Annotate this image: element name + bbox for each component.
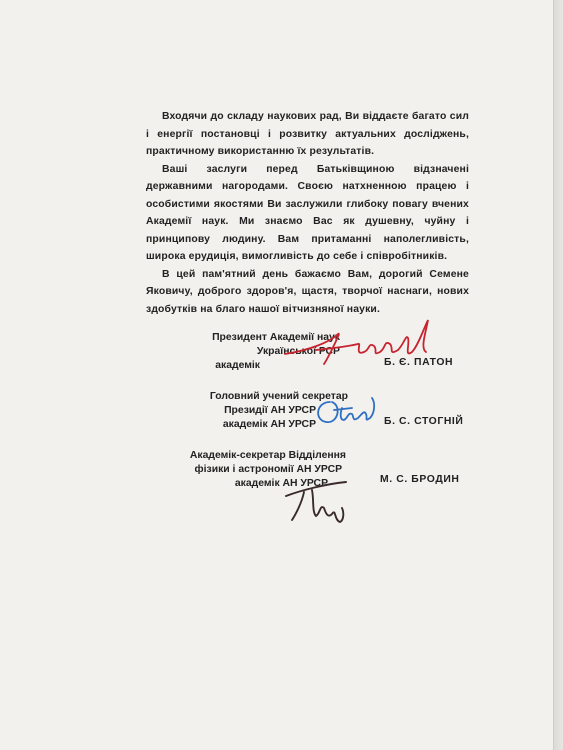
signatory-1-title-line-3: академік (215, 360, 260, 371)
signatory-1-title-line-1: Президент Академії наук (212, 332, 340, 343)
signatory-3-title-line-3: академік АН УРСР (234, 478, 328, 489)
signatory-2-title-line-1: Головний учений секретар (209, 391, 348, 402)
signature-paton (280, 312, 440, 372)
paragraph-1: Входячи до складу наукових рад, Ви віддаєте багато сил і енергії постановці і розвитку актуальних досліджень, практичному використанню їх результатів. (146, 111, 469, 157)
signatory-2-title-line-3: академік АН УРСР (222, 419, 316, 430)
page-edge (553, 0, 563, 750)
signatory-3-name: М. С. БРОДИН (380, 474, 460, 485)
paragraph-2: Ваші заслуги перед Батьківщиною відзначені державними нагородами. Своєю натхненною працею і особистими якостями Ви заслужили глибоку повагу вчених Академії наук. Ми знаємо Вас як душевну, чуйну і принципову людину. Вам притаманні наполегливість, широка ерудиція, вимогливість до себе і співробітників. (146, 163, 469, 262)
letter-body (146, 108, 469, 318)
signatory-1-title-line-2: Української РСР (256, 346, 340, 357)
paragraph-3: В цей пам'ятний день бажаємо Вам, дорогий Семене Яковичу, доброго здоров'я, щастя, творчої наснаги, нових здобутків на благо нашої вітчизняної науки. (146, 268, 469, 315)
signatory-3-title-line-1: Академік-секретар Відділення (189, 450, 346, 461)
signatory-3-title-line-2: фізики і астрономії АН УРСР (194, 464, 342, 475)
signatory-1-name: Б. Є. ПАТОН (384, 357, 454, 368)
signature-stohnii (312, 392, 382, 432)
signatory-2-title-line-2: Президії АН УРСР (224, 405, 316, 416)
signature-brodyn (282, 474, 352, 526)
signatory-2-name: Б. С. СТОГНІЙ (384, 416, 464, 427)
